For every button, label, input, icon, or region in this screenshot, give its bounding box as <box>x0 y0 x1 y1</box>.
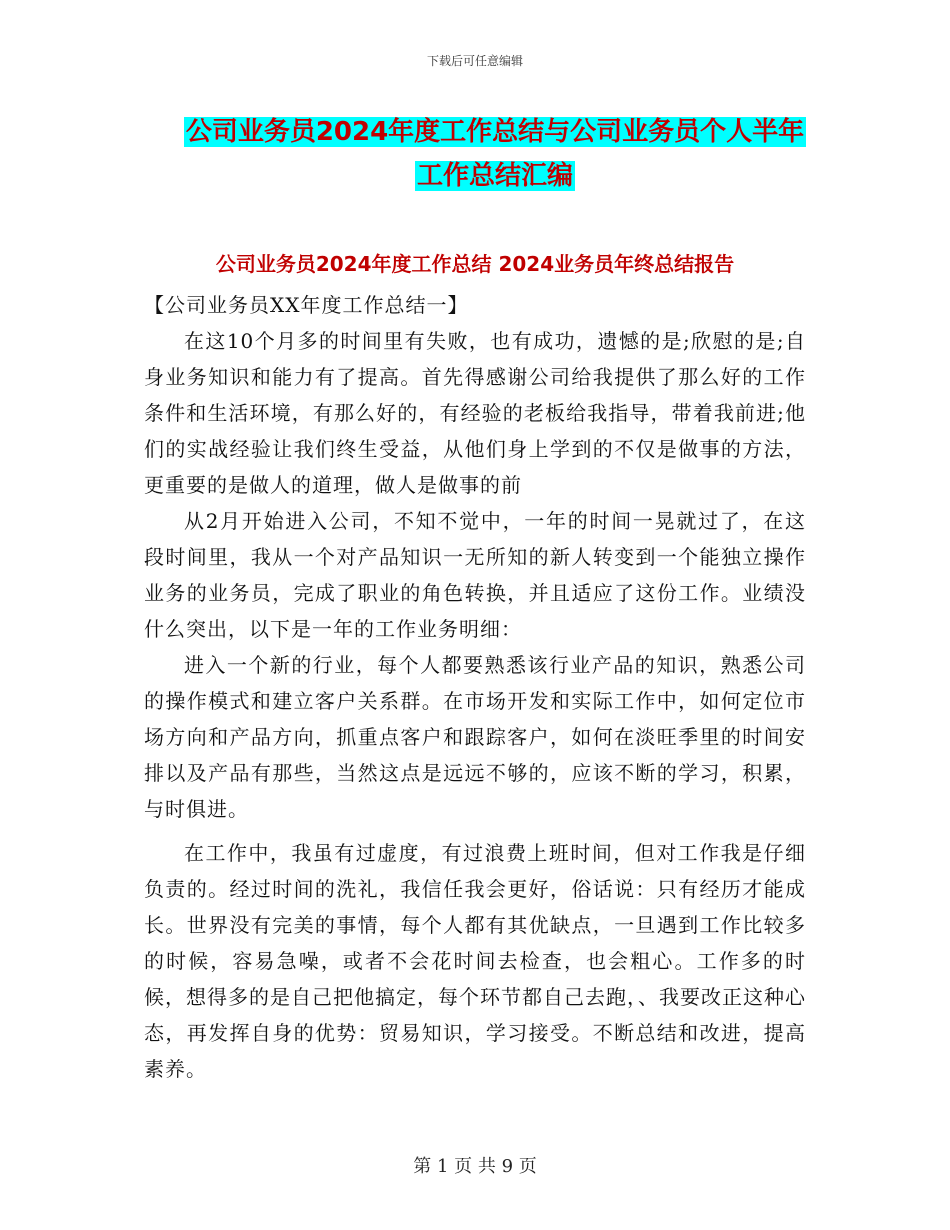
section-heading: 【公司业务员XX年度工作总结一】 <box>144 293 469 317</box>
document-body <box>144 287 806 1087</box>
document-subtitle: 公司业务员2024年度工作总结 2024业务员年终总结报告 <box>215 252 735 276</box>
header-note: 下载后可任意编辑 <box>426 54 523 68</box>
document-title-line1: 公司业务员2024年度工作总结与公司业务员个人半年 <box>185 117 805 147</box>
body-paragraph-1: 在这10个月多的时间里有失败，也有成功，遗憾的是;欣慰的是;自身业务知识和能力有了提高。首先得感谢公司给我提供了那么好的工作条件和生活环境，有那么好的，有经验的老板给我指导，带着我前进;他们的实战经验让我们终生受益，从他们身上学到的不仅是做事的方法，更重要的是做人的道理，做人是做事的前 <box>144 329 806 497</box>
body-paragraph-2: 从2月开始进入公司，不知不觉中，一年的时间一晃就过了，在这段时间里，我从一个对产品知识一无所知的新人转变到一个能独立操作业务的业务员，完成了职业的角色转换，并且适应了这份工作。业绩没什么突出，以下是一年的工作业务明细： <box>144 509 806 641</box>
document-title-line2: 工作总结汇编 <box>416 161 573 191</box>
document-title <box>130 110 860 198</box>
page-number-footer: 第 1 页 共 9 页 <box>413 1156 537 1177</box>
body-paragraph-3: 进入一个新的行业，每个人都要熟悉该行业产品的知识，熟悉公司的操作模式和建立客户关系群。在市场开发和实际工作中，如何定位市场方向和产品方向，抓重点客户和跟踪客户，如何在淡旺季里的时间安排以及产品有那些，当然这点是远远不够的，应该不断的学习，积累，与时俱进。 <box>144 653 806 821</box>
body-paragraph-4: 在工作中，我虽有过虚度，有过浪费上班时间，但对工作我是仔细负责的。经过时间的洗礼，我信任我会更好，俗话说：只有经历才能成长。世界没有完美的事情，每个人都有其优缺点，一旦遇到工作比较多的时候，容易急噪，或者不会花时间去检查，也会粗心。工作多的时候，想得多的是自己把他搞定，每个环节都自己去跑，、我要改正这种心态，再发挥自身的优势：贸易知识，学习接受。不断总结和改进，提高素养。 <box>144 841 806 1081</box>
